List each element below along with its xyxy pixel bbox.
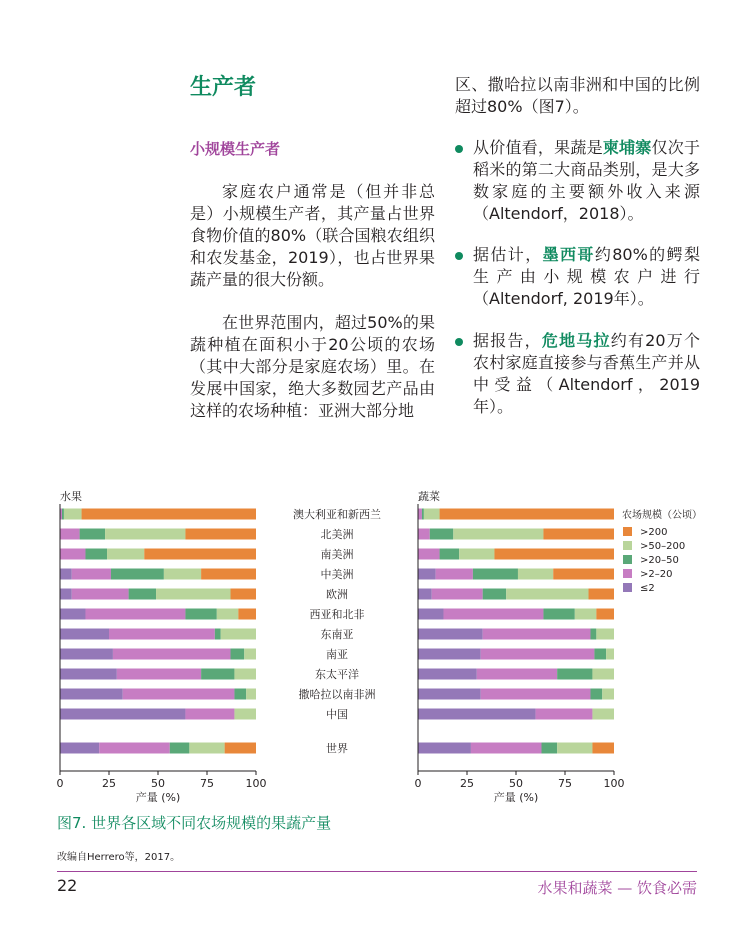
footer-divider xyxy=(57,871,697,872)
section-title: 生产者 xyxy=(190,75,257,100)
bar-segment xyxy=(60,689,123,700)
category-label: 中美洲 xyxy=(320,568,354,581)
bar-segment xyxy=(494,549,614,560)
bar-segment xyxy=(231,589,256,600)
bar-segment xyxy=(575,609,597,620)
bar-segment xyxy=(592,709,614,720)
bar-segment xyxy=(109,629,215,640)
bar-segment xyxy=(459,549,494,560)
bar-segment xyxy=(62,509,64,520)
bar-segment xyxy=(201,569,256,580)
bar-segment xyxy=(60,629,109,640)
bar-segment xyxy=(85,609,185,620)
bar-segment xyxy=(82,509,256,520)
bar-segment xyxy=(107,549,144,560)
bullet-text: 据报告，危地马拉约有20万个农村家庭直接参与香蕉生产并从中受益（Altendorf，2019年）。 xyxy=(473,331,700,416)
category-label: 中国 xyxy=(326,708,348,721)
figure-caption: 图7. 世界各区域不同农场规模的果蔬产量 xyxy=(57,814,332,832)
panel-title: 水果 xyxy=(60,490,82,503)
bar-segment xyxy=(215,629,221,640)
bar-segment xyxy=(422,509,424,520)
bar-segment xyxy=(221,629,256,640)
legend-label: >200 xyxy=(640,527,668,538)
highlight-country: 墨西哥 xyxy=(542,245,595,264)
category-label: 澳大利亚和新西兰 xyxy=(293,508,381,521)
panel-title: 蔬菜 xyxy=(418,490,440,503)
bar-segment xyxy=(453,529,543,540)
legend-swatch xyxy=(623,555,632,564)
bar-segment xyxy=(418,569,436,580)
bar-segment xyxy=(473,569,518,580)
x-axis-label: 产量 (%) xyxy=(493,791,539,804)
bar-segment xyxy=(506,589,588,600)
bar-segment xyxy=(117,669,201,680)
legend-label: >2–20 xyxy=(640,569,673,580)
paragraph-family-farmers: 家庭农户通常是（但并非总是）小规模生产者，其产量占世界食物价值的80%（联合国粮农组织和农发基金，2019），也占世界果蔬产量的很大份额。 xyxy=(190,182,435,289)
bar-segment xyxy=(244,649,256,660)
bar-segment xyxy=(234,689,246,700)
bar-segment xyxy=(553,569,614,580)
bar-segment xyxy=(246,689,256,700)
paragraph-world-share: 在世界范围内，超过50%的果蔬种植在面积小于20公顷的农场（其中大部分是家庭农场）里。在发展中国家，绝大多数园艺产品由这样的农场种植：亚洲大部分地 xyxy=(190,313,435,420)
bar-segment xyxy=(430,529,454,540)
figure-source: 改编自Herrero等，2017。 xyxy=(57,852,181,863)
bar-segment xyxy=(481,649,595,660)
bar-segment xyxy=(231,649,245,660)
bar-segment xyxy=(418,509,422,520)
bullet-dot-icon xyxy=(455,252,463,260)
legend-label: >20–50 xyxy=(640,555,679,566)
bar-segment xyxy=(234,709,256,720)
bar-segment xyxy=(80,529,105,540)
bar-segment xyxy=(225,743,256,754)
bar-segment xyxy=(105,529,185,540)
category-label: 南亚 xyxy=(326,648,348,661)
bullet-dot-icon xyxy=(455,338,463,346)
bullet-text: 从价值看，果蔬是柬埔寨仅次于稻米的第二大商品类别，是大多数家庭的主要额外收入来源（Altendorf，2018）。 xyxy=(473,138,700,223)
bar-segment xyxy=(185,609,216,620)
bar-segment xyxy=(85,549,107,560)
bar-segment xyxy=(418,689,481,700)
paragraph-continued: 区、撒哈拉以南非洲和中国的比例超过80%（图7）。 xyxy=(455,75,700,116)
bar-segment xyxy=(189,743,224,754)
subheading: 小规模生产者 xyxy=(190,140,281,158)
highlight-country: 危地马拉 xyxy=(541,331,611,350)
bar-segment xyxy=(443,609,543,620)
bar-segment xyxy=(418,549,440,560)
bar-segment xyxy=(185,529,256,540)
bullet-text: 据估计，墨西哥约80%的鳄梨生产由小规模农户进行（Altendorf, 2019年）。 xyxy=(473,245,700,308)
bar-segment xyxy=(60,669,117,680)
bar-segment xyxy=(217,609,239,620)
bullet-mexico xyxy=(455,244,700,310)
bar-segment xyxy=(129,589,156,600)
x-tick-label: 75 xyxy=(558,777,572,790)
bar-segment xyxy=(99,743,170,754)
bar-segment xyxy=(594,649,606,660)
category-label: 西亚和北非 xyxy=(309,608,365,621)
bar-segment xyxy=(557,743,592,754)
bar-segment xyxy=(60,529,80,540)
bar-segment xyxy=(557,669,592,680)
x-tick-label: 75 xyxy=(200,777,214,790)
bar-segment xyxy=(156,589,230,600)
bar-segment xyxy=(60,709,185,720)
bar-segment xyxy=(592,669,614,680)
bar-segment xyxy=(418,589,432,600)
bar-segment xyxy=(543,609,574,620)
bullet-dot-icon xyxy=(455,145,463,153)
bar-segment xyxy=(238,609,256,620)
bar-segment xyxy=(144,549,256,560)
x-tick-label: 25 xyxy=(102,777,116,790)
x-tick-label: 100 xyxy=(603,777,625,790)
legend-swatch xyxy=(623,527,632,536)
bar-segment xyxy=(440,509,614,520)
bullet-guatemala xyxy=(455,330,700,418)
bar-segment xyxy=(518,569,553,580)
bar-segment xyxy=(536,709,593,720)
bar-segment xyxy=(596,609,614,620)
bar-segment xyxy=(170,743,190,754)
bar-segment xyxy=(471,743,542,754)
legend-label: >50–200 xyxy=(640,541,686,552)
bar-segment xyxy=(418,669,477,680)
x-tick-label: 0 xyxy=(414,777,422,790)
category-label: 北美洲 xyxy=(320,528,354,541)
category-label: 欧洲 xyxy=(326,588,348,601)
x-axis-label: 产量 (%) xyxy=(135,791,181,804)
category-label: 世界 xyxy=(326,742,348,755)
bar-segment xyxy=(590,689,602,700)
x-tick-label: 25 xyxy=(460,777,474,790)
x-tick-label: 100 xyxy=(245,777,267,790)
bar-segment xyxy=(72,589,129,600)
highlight-country: 柬埔寨 xyxy=(602,138,652,157)
bar-segment xyxy=(590,629,596,640)
bar-segment xyxy=(185,709,234,720)
category-label: 东南亚 xyxy=(320,628,354,641)
category-label: 撒哈拉以南非洲 xyxy=(298,688,376,701)
page-number: 22 xyxy=(57,876,78,895)
bar-segment xyxy=(418,649,481,660)
bar-segment xyxy=(164,569,201,580)
bar-segment xyxy=(418,743,471,754)
bar-segment xyxy=(60,609,85,620)
running-title: 水果和蔬菜 — 饮食必需 xyxy=(537,879,697,897)
farm-size-chart xyxy=(0,480,755,810)
bar-segment xyxy=(606,649,614,660)
x-tick-label: 50 xyxy=(509,777,523,790)
bar-segment xyxy=(60,549,85,560)
bar-segment xyxy=(483,589,507,600)
bar-segment xyxy=(60,589,72,600)
legend-swatch xyxy=(623,583,632,592)
category-label: 南美洲 xyxy=(320,548,354,561)
bar-segment xyxy=(418,629,483,640)
bullet-cambodia xyxy=(455,137,700,225)
bar-segment xyxy=(602,689,614,700)
bar-segment xyxy=(64,509,82,520)
bar-segment xyxy=(589,589,614,600)
bar-segment xyxy=(424,509,440,520)
bar-segment xyxy=(432,589,483,600)
bar-segment xyxy=(592,743,614,754)
bar-segment xyxy=(596,629,614,640)
bar-segment xyxy=(111,569,164,580)
bar-segment xyxy=(60,569,72,580)
bar-segment xyxy=(481,689,591,700)
bar-segment xyxy=(60,649,113,660)
bar-segment xyxy=(440,549,460,560)
bar-segment xyxy=(483,629,591,640)
bar-segment xyxy=(123,689,235,700)
bar-segment xyxy=(418,529,430,540)
legend-swatch xyxy=(623,541,632,550)
bar-segment xyxy=(201,669,234,680)
bar-segment xyxy=(436,569,473,580)
bar-segment xyxy=(477,669,557,680)
bar-segment xyxy=(418,709,536,720)
bar-segment xyxy=(60,743,99,754)
category-label: 东太平洋 xyxy=(315,668,359,681)
legend-label: ≤2 xyxy=(640,583,655,594)
bar-segment xyxy=(72,569,111,580)
legend-swatch xyxy=(623,569,632,578)
legend-title: 农场规模（公顷） xyxy=(622,510,702,521)
x-tick-label: 0 xyxy=(56,777,64,790)
bar-segment xyxy=(541,743,557,754)
bar-segment xyxy=(113,649,231,660)
bar-segment xyxy=(234,669,256,680)
bar-segment xyxy=(543,529,614,540)
bar-segment xyxy=(418,609,443,620)
x-tick-label: 50 xyxy=(151,777,165,790)
